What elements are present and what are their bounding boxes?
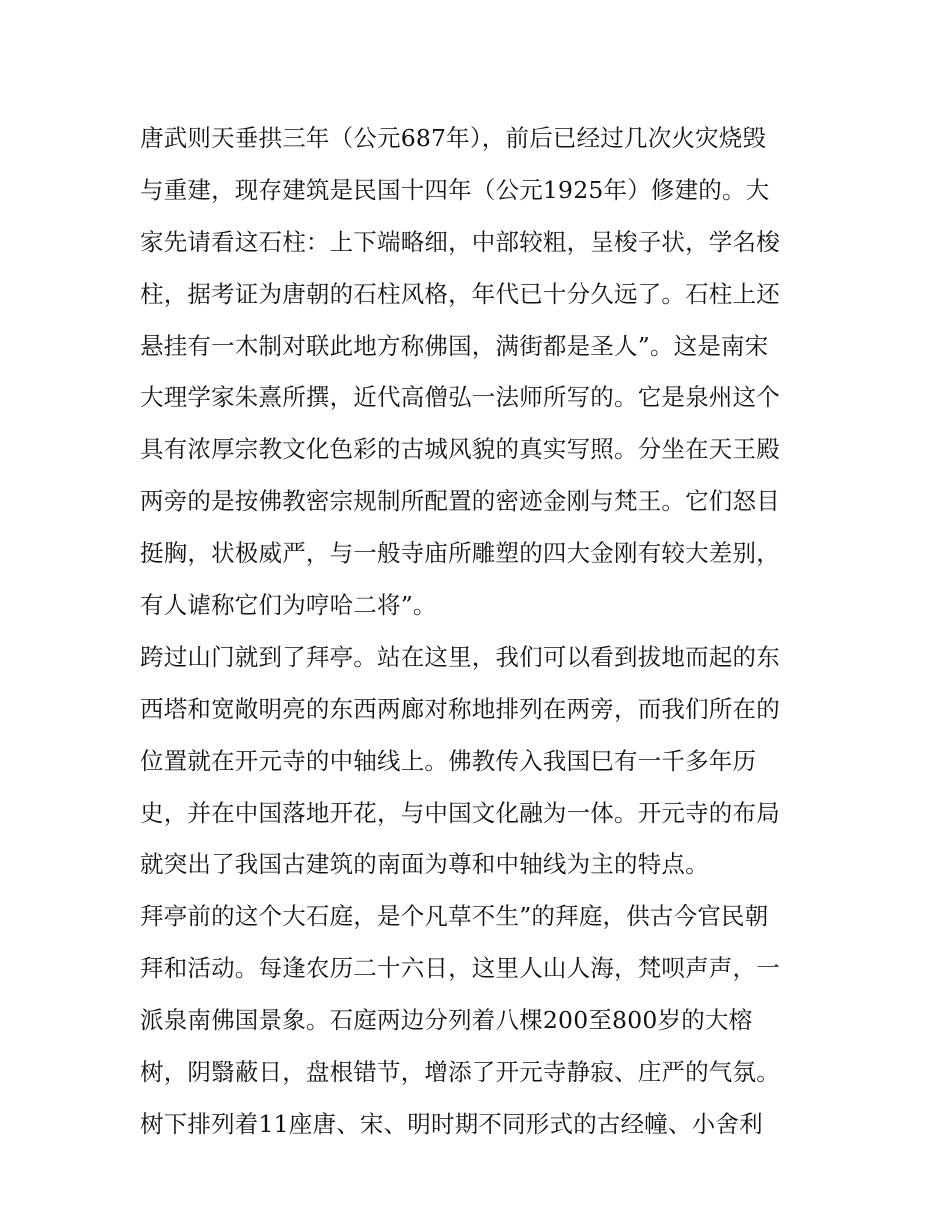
text-line: 挺胸，状极威严，与一般寺庙所雕塑的四大金刚有较大差别， [140,539,780,568]
text-line: 跨过山门就到了拜亭。站在这里，我们可以看到拔地而起的东 [140,642,780,671]
text-line: 大理学家朱熹所撰，近代高僧弘一法师所写的。它是泉州这个 [140,383,780,412]
text-line: 史，并在中国落地开花，与中国文化融为一体。开元寺的布局 [140,798,780,827]
text-line: 具有浓厚宗教文化色彩的古城风貌的真实写照。分坐在天王殿 [140,435,780,464]
text-line: 位置就在开元寺的中轴线上。佛教传入我国巳有一千多年历 [140,746,757,775]
text-line: 柱，据考证为唐朝的石柱风格，年代已十分久远了。石柱上还 [140,279,780,308]
text-line: 家先请看这石柱：上下端略细，中部较粗，呈梭子状，学名梭 [140,227,780,256]
text-line: 树下排列着11座唐、宋、明时期不同形式的古经幢、小舍利 [140,1109,763,1138]
text-line: 两旁的是按佛教密宗规制所配置的密迹金刚与梵王。它们怒目 [140,487,780,516]
text-line: 树，阴翳蔽日，盘根错节，增添了开元寺静寂、庄严的气氛。 [140,1058,780,1087]
text-line: 唐武则天垂拱三年（公元687年），前后已经过几次火灾烧毁 [140,124,767,152]
text-line: 悬挂有一木制对联此地方称佛国，满街都是圣人”。这是南宋 [140,331,769,360]
text-line: 有人谑称它们为哼哈二将”。 [140,591,437,620]
text-line: 派泉南佛国景象。石庭两边分列着八棵200至800岁的大榕 [140,1006,753,1035]
text-line: 拜亭前的这个大石庭，是个凡草不生”的拜庭，供古今官民朝 [140,902,769,931]
text-line: 与重建，现存建筑是民国十四年（公元1925年）修建的。大 [140,175,770,204]
body-text [140,113,820,1151]
text-line: 就突出了我国古建筑的南面为尊和中轴线为主的特点。 [140,850,709,879]
text-line: 西塔和宽敞明亮的东西两廊对称地排列在两旁，而我们所在的 [140,694,780,723]
text-line: 拜和活动。每逢农历二十六日，这里人山人海，梵呗声声，一 [140,954,780,983]
